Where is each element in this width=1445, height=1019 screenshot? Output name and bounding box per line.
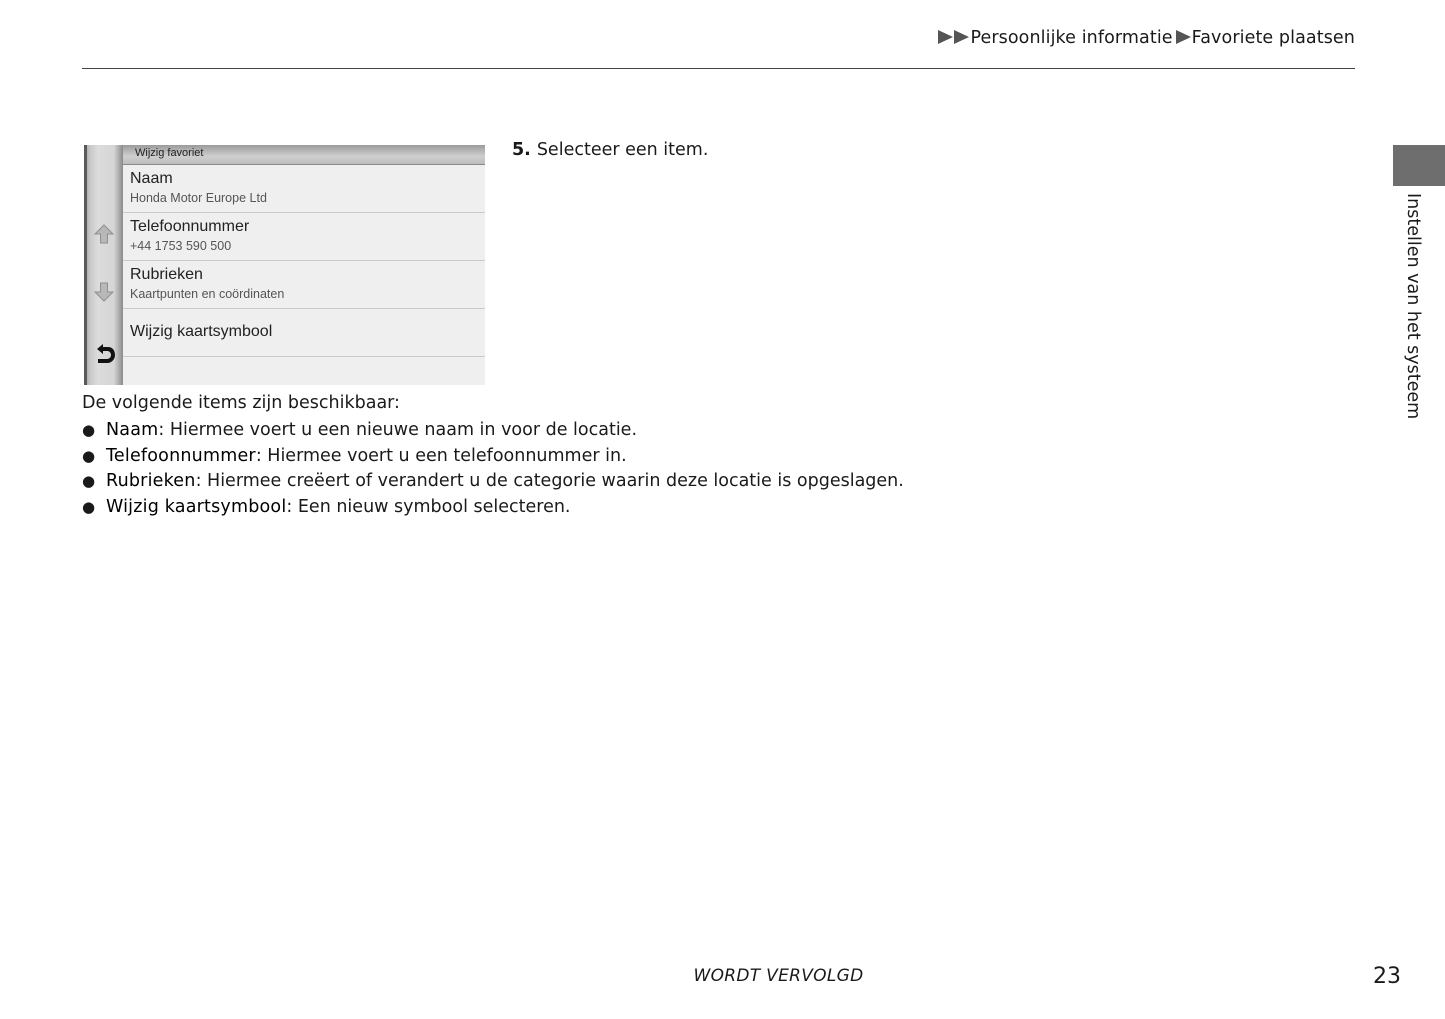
breadcrumb-section: Persoonlijke informatie (970, 28, 1173, 48)
item-description: : Hiermee voert u een nieuwe naam in voor de locatie. (158, 420, 638, 440)
back-icon (93, 343, 115, 365)
bullet-icon: ● (82, 497, 96, 516)
bullet-icon: ● (82, 446, 96, 465)
screen-item-label: Rubrieken (130, 266, 203, 283)
screen-item-wijzig-kaartsymbool (123, 309, 485, 357)
item-description: : Een nieuw symbool selecteren. (286, 496, 571, 517)
screen-item-value: Honda Motor Europe Ltd (130, 191, 267, 205)
screen-item-naam (123, 165, 485, 213)
screen-item-value: Kaartpunten en coördinaten (130, 287, 285, 301)
screen-title: Wijzig favoriet (135, 147, 204, 159)
up-arrow-icon (93, 223, 115, 245)
screen-header (123, 145, 485, 165)
item-term: Telefoonnummer (106, 445, 256, 466)
list-item (82, 444, 904, 470)
chapter-tab (1393, 145, 1445, 186)
item-term: Wijzig kaartsymbool (106, 496, 287, 517)
screen-item-label: Wijzig kaartsymbool (130, 323, 273, 340)
triangle-right-icon (954, 30, 969, 44)
bullet-icon: ● (82, 421, 96, 439)
item-description: : Hiermee voert u een telefoonnummer in. (255, 445, 627, 466)
continued-text: WORDT VERVOLGD (693, 966, 864, 986)
breadcrumb (938, 28, 1355, 48)
list-item (82, 418, 904, 444)
screen-empty-row (123, 357, 485, 385)
item-term: Naam (106, 420, 159, 440)
breadcrumb-page: Favoriete plaatsen (1191, 28, 1355, 48)
bullet-icon: ● (82, 472, 96, 490)
page-number: 23 (1373, 964, 1401, 989)
chapter-label: Instellen van het systeem (1403, 193, 1423, 420)
navigation-screenshot (84, 145, 485, 385)
items-list (82, 418, 904, 520)
step-text: Selecteer een item. (536, 140, 709, 160)
screen-item-telefoonnummer (123, 213, 485, 261)
items-intro: De volgende items zijn beschikbaar: (82, 393, 400, 413)
step-instruction (512, 140, 708, 160)
screen-item-value: +44 1753 590 500 (130, 239, 232, 253)
step-number: 5. (512, 140, 531, 160)
triangle-right-icon (1176, 30, 1191, 44)
triangle-right-icon (938, 30, 953, 44)
item-term: Rubrieken (106, 471, 196, 491)
screen-item-rubrieken (123, 261, 485, 309)
screen-item-label: Naam (130, 170, 173, 187)
list-item (82, 469, 904, 495)
item-description: : Hiermee creëert of verandert u de categorie waarin deze locatie is opgeslagen. (195, 471, 904, 491)
down-arrow-icon (93, 281, 115, 303)
header-divider (82, 68, 1355, 69)
continued-note (0, 966, 1445, 986)
list-item (82, 495, 904, 521)
screen-item-label: Telefoonnummer (130, 218, 250, 235)
